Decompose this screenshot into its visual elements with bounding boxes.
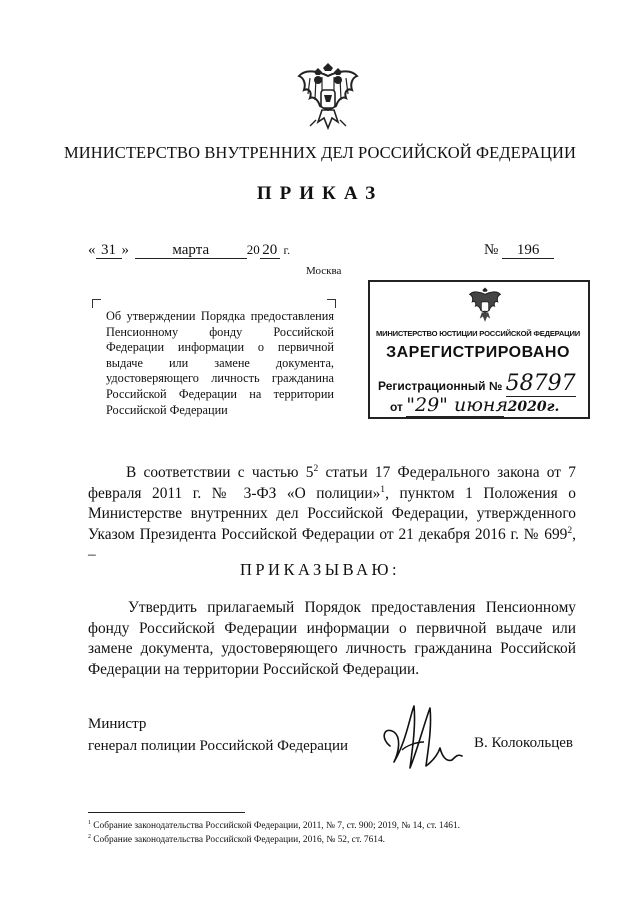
- number-value: 196: [502, 243, 554, 259]
- coat-of-arms-icon: [296, 62, 360, 134]
- footnote-1-mark: 1: [88, 819, 91, 826]
- city: Москва: [306, 265, 342, 277]
- number-label: №: [484, 242, 499, 258]
- date-close-quote: »: [121, 242, 129, 258]
- stamp-reg-number: 58797: [505, 371, 576, 396]
- signatory-title-line-1: Министр: [88, 716, 147, 732]
- orders-heading: ПРИКАЗЫВАЮ:: [239, 560, 401, 579]
- preamble-sup-3: 2: [567, 524, 573, 536]
- signatory-title: [88, 713, 348, 757]
- footnote-1: [88, 821, 460, 831]
- preamble-sup-2: 1: [380, 483, 386, 495]
- date-day: 31: [96, 243, 122, 259]
- stamp-reg-label: Регистрационный №: [378, 379, 503, 393]
- date-year-suffix: 20: [260, 243, 280, 259]
- footnote-2: [88, 835, 385, 845]
- subject-text: Об утверждении Порядка предоставления Пенсионному фонду Российской Федерации информации о первичной выдаче или замене документа, удостоверяющего личность гражданина Российской Федерации на территории Российской Федерации: [106, 309, 334, 417]
- signatory-name: В. Колокольцев: [474, 735, 573, 751]
- date-open-quote: «: [88, 242, 96, 258]
- preamble: [88, 463, 576, 566]
- order-number: [484, 242, 554, 259]
- subject-corner-right: [327, 299, 336, 308]
- order-date: [88, 242, 290, 259]
- preamble-part-4: , –: [88, 525, 576, 563]
- stamp-date-prefix: от: [390, 400, 403, 414]
- stamp-registered: ЗАРЕГИСТРИРОВАНО: [386, 344, 570, 361]
- signature: [376, 702, 476, 780]
- signatory-title-line-2: генерал полиции Российской Федерации: [88, 738, 349, 754]
- footnote-2-mark: 2: [88, 833, 91, 840]
- stamp-date-value: "29" июня: [406, 394, 509, 416]
- date-month: марта: [135, 243, 247, 259]
- stamp-coat-of-arms-icon: [468, 287, 502, 325]
- footnote-divider: [88, 812, 245, 813]
- preamble-sup-1: 2: [313, 462, 319, 474]
- decision-text: Утвердить прилагаемый Порядок предоставления Пенсионному фонду Российской Федерации информации о первичной выдаче или замене документа, удостоверяющего личность гражданина Российской Федерации на территории Российской Федерации.: [88, 599, 576, 678]
- preamble-part-2: статьи 17 Федерального закона от 7 февраля 2011 г. № 3-ФЗ «О полиции»: [88, 464, 576, 502]
- stamp-date: [390, 394, 559, 417]
- stamp-date-year: 2020г.: [507, 399, 560, 415]
- date-year-abbr: г.: [283, 243, 291, 257]
- document-type: ПРИКАЗ: [256, 183, 384, 204]
- footnote-2-text: Собрание законодательства Российской Федерации, 2016, № 52, ст. 7614.: [90, 835, 386, 845]
- preamble-part-3: , пунктом 1 Положения о Министерстве внутренних дел Российской Федерации, утвержденного Указом Президента Российской Федерации от 21 декабря 2016 г. № 699: [88, 484, 576, 543]
- footnote-1-text: Собрание законодательства Российской Федерации, 2011, № 7, ст. 900; 2019, № 14, ст. 1461.: [90, 821, 461, 831]
- date-year-prefix: 20: [246, 242, 260, 257]
- subject-corner-left: [92, 299, 101, 308]
- ministry-name: МИНИСТЕРСТВО ВНУТРЕННИХ ДЕЛ РОССИЙСКОЙ ФЕДЕРАЦИИ: [63, 143, 577, 162]
- preamble-part-1: В соответствии с частью 5: [126, 464, 314, 481]
- stamp-ministry: МИНИСТЕРСТВО ЮСТИЦИИ РОССИЙСКОЙ ФЕДЕРАЦИИ: [375, 329, 581, 338]
